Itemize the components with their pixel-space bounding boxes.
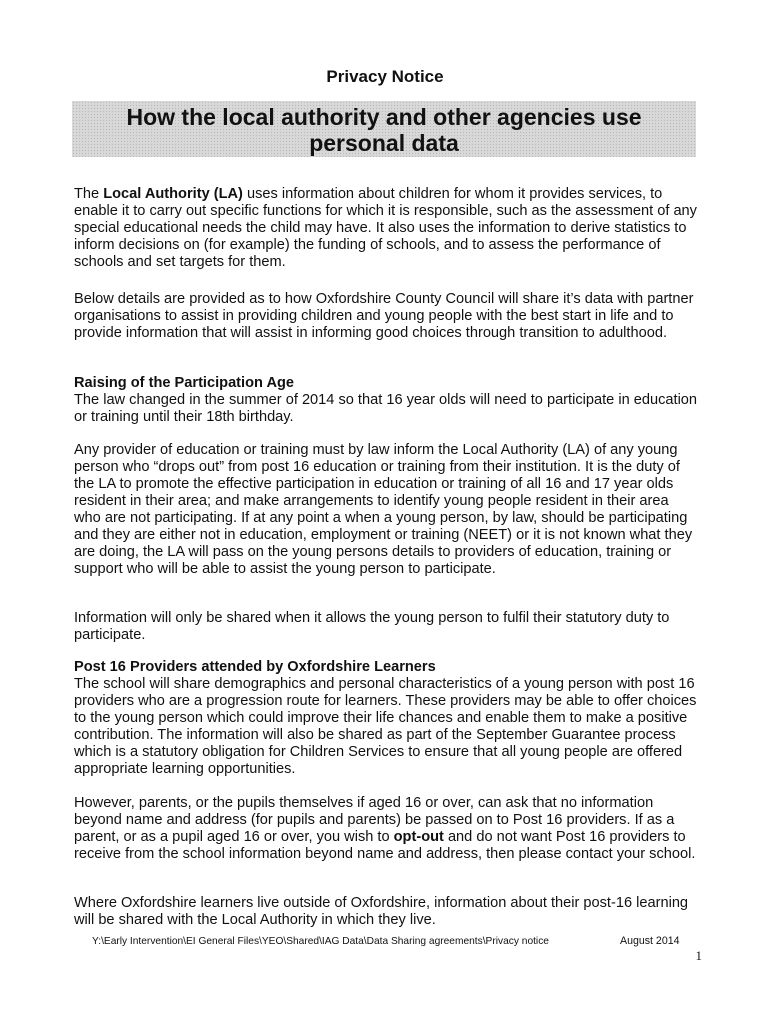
paragraph-lead: The	[74, 186, 104, 202]
paragraph-provider-duty: Any provider of education or training must by law inform the Local Authority (LA) of any young person who “drops out” from post 16 education or training from their institution. It is the duty of the LA to promote the effective participation in education or training of all 16 and 17 year olds resident in their area; and make arrangements to identify young people resident in their area who are not participating. If at any point a when a young person, by law, should be participating and they are either not in education, employment or training (NEET) or it is not known what they are doing, the LA will pass on the young persons details to providers of education, training or support who will be able to assist the young person to participate.	[74, 442, 693, 577]
paragraph-opt-out	[74, 795, 698, 863]
page-number: 1	[695, 948, 702, 963]
section-heading: Raising of the Participation Age	[74, 375, 295, 391]
paragraph-rest: uses information about children for whom it provides services, to enable it to carry out specific functions for which it is responsible, such as the assessment of any special educational needs the child may have. It also uses the information to derive statistics to inform decisions on (for example) the funding of schools, and to assess the performance of schools and set targets for them.	[74, 186, 697, 270]
local-authority-term: Local Authority (LA)	[103, 186, 243, 202]
paragraph-outside-oxfordshire: Where Oxfordshire learners live outside of Oxfordshire, information about their post-16 learning will be shared with the Local Authority in which they live.	[74, 895, 689, 928]
banner-heading	[72, 104, 696, 156]
document-title: Privacy Notice	[326, 67, 444, 86]
section-participation-age	[74, 375, 698, 426]
banner-heading-line-1: How the local authority and other agencies use	[126, 104, 642, 130]
paragraph-lead: However, parents, or the pupils themselves if aged 16 or over, can ask that no information beyond name and address (for pupils and parents) be passed on to Post 16 providers. If as a parent, or as a pupil aged 16 or over, you wish to	[74, 795, 675, 845]
paragraph-school-sharing: The school will share demographics and personal characteristics of a young person with post 16 providers who are a progression route for learners. These providers may be able to offer choices to the young person which could improve their life chances and enable them to make a positive contribution. The information will also be shared as part of the September Guarantee process which is a statutory obligation for Children Services to ensure that all young people are offered appropriate learning opportunities.	[74, 676, 697, 777]
footer-date: August 2014	[620, 935, 680, 947]
paragraph-statutory-duty: Information will only be shared when it allows the young person to fulfil their statutory duty to participate.	[74, 610, 670, 643]
paragraph-rest: and do not want Post 16 providers to receive from the school information beyond name and address, then please contact your school.	[74, 829, 696, 862]
paragraph-local-authority	[74, 186, 698, 271]
paragraph-data-sharing: Below details are provided as to how Oxfordshire County Council will share it’s data with partner organisations to assist in providing children and young people with the best start in life and to provide information that will assist in informing good choices through transition to adulthood.	[74, 291, 694, 341]
section-heading: Post 16 Providers attended by Oxfordshire Learners	[74, 659, 436, 675]
footer-file-path: Y:\Early Intervention\EI General Files\YEO\Shared\IAG Data\Data Sharing agreements\Privacy notice	[92, 936, 549, 947]
banner-heading-line-2: personal data	[309, 130, 459, 156]
opt-out-term: opt-out	[393, 829, 444, 845]
paragraph-law-change: The law changed in the summer of 2014 so that 16 year olds will need to participate in education or training until their 18th birthday.	[74, 392, 698, 425]
section-post16-providers	[74, 659, 698, 778]
